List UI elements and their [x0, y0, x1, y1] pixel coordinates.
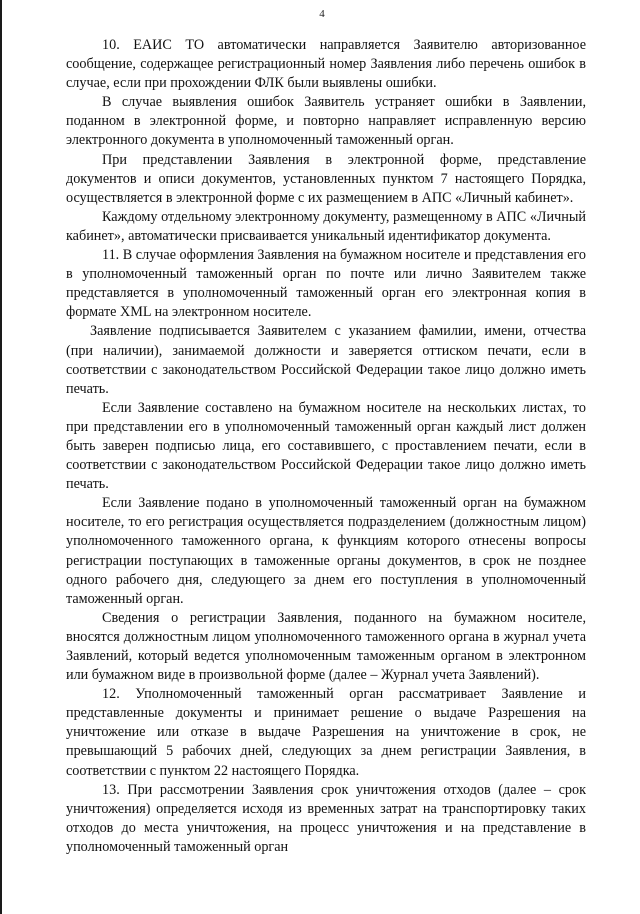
page-number: 4 — [319, 8, 325, 20]
paragraph-13: 13. При рассмотрении Заявления срок уничтожения отходов (далее – срок уничтожения) определяется исходя из временных затрат на транспортировку таких отходов до места уничтожения, на процесс уничтожения и на представление в уполномоченный таможенный орган — [66, 781, 586, 855]
paragraph-paper-registration: Если Заявление подано в уполномоченный таможенный орган на бумажном носителе, то его регистрация осуществляется подразделением (должностным лицом) уполномоченного таможенного органа, к функциям которого отнесены вопросы регистрации поступающих в таможенные органы документов, в срок не позднее одного рабочего дня, следующего за днем его поступления в уполномоченный таможенный орган. — [66, 495, 586, 607]
paragraph-signature: Заявление подписывается Заявителем с указанием фамилии, имени, отчества (при наличии), занимаемой должности и заверяется оттиском печати, если в соответствии с законодательством Российской Федерации такое лицо должно иметь печать. — [66, 323, 586, 397]
paragraph-10: 10. ЕАИС ТО автоматически направляется Заявителю авторизованное сообщение, содержащее регистрационный номер Заявления либо перечень ошибок в случае, если при прохождении ФЛК были выявлены ошибки. — [66, 37, 586, 92]
paragraph-error-correction: В случае выявления ошибок Заявитель устраняет ошибки в Заявлении, поданном в электронной форме, и повторно направляет исправленную версию электронного документа в уполномоченный таможенный орган. — [66, 94, 586, 149]
paragraph-unique-identifier: Каждому отдельному электронному документу, размещенному в АПС «Личный кабинет», автоматически присваивается уникальный идентификатор документа. — [66, 208, 586, 244]
paragraph-registration-journal: Сведения о регистрации Заявления, поданного на бумажном носителе, вносятся должностным лицом уполномоченного таможенного органа в журнал учета Заявлений, который ведется уполномоченным таможенным органом в электронном или бумажном виде в произвольной форме (далее – Журнал учета Заявлений). — [66, 609, 586, 684]
paragraph-12: 12. Уполномоченный таможенный орган рассматривает Заявление и представленные документы и принимает решение о выдаче Разрешения на уничтожение или отказе в выдаче Разрешения на уничтожение в срок, не превышающий 5 рабочих дней, следующих за днем регистрации Заявления, в соответствии с пунктом 22 настоящего Порядка. — [66, 686, 586, 779]
paragraph-electronic-submission: При представлении Заявления в электронной форме, представление документов и описи документов, установленных пунктом 7 настоящего Порядка, осуществляется в электронной форме с их размещением в АПС «Личный кабинет». — [66, 151, 586, 206]
paragraph-11: 11. В случае оформления Заявления на бумажном носителе и представления его в уполномоченный таможенный орган по почте или лично Заявителем также представляется в уполномоченный таможенный орган его электронная копия в формате XML на электронном носителе. — [66, 247, 586, 321]
paragraph-multiple-sheets: Если Заявление составлено на бумажном носителе на нескольких листах, то при представлении его в уполномоченный таможенный орган каждый лист должен быть заверен подписью лица, его составившего, с проставлением печати, если в соответствии с законодательством Российской Федерации такое лицо должно иметь печать. — [66, 399, 586, 493]
document-body — [66, 36, 586, 857]
